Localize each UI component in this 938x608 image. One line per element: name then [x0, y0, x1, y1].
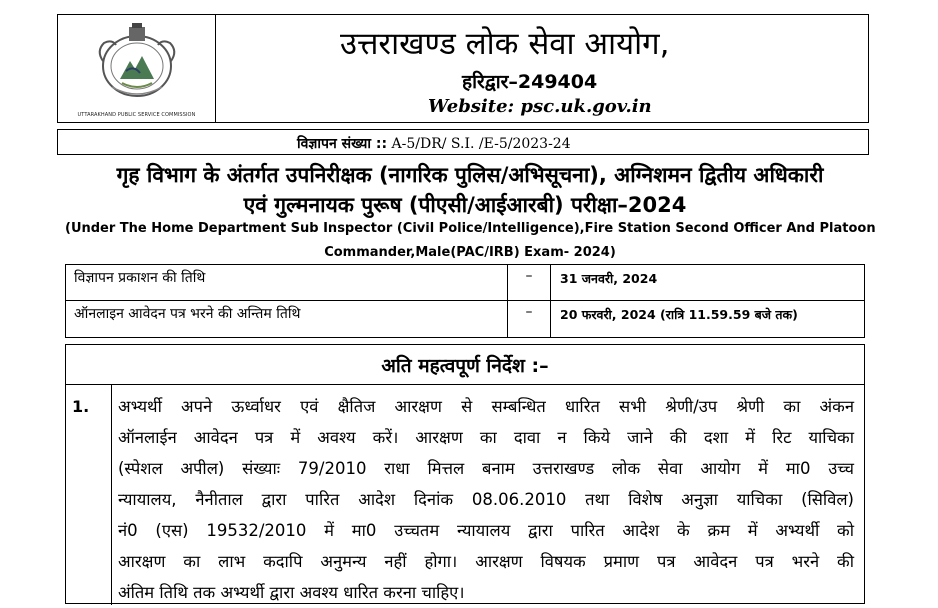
- logo-caption: UTTARAKHAND PUBLIC SERVICE COMMISSION: [77, 112, 196, 118]
- instruction-line: न्यायालय, नैनीताल द्वारा पारित आदेश दिनांक 08.06.2010 तथा विशेष अनुज्ञा याचिका (सिविल): [118, 490, 854, 509]
- date-separator: –: [507, 265, 551, 300]
- commission-emblem-icon: [82, 21, 192, 103]
- date-label: ऑनलाइन आवेदन पत्र भरने की अन्तिम तिथि: [74, 306, 301, 322]
- instructions-table: [65, 344, 865, 604]
- date-value: 20 फरवरी, 2024 (रात्रि 11.59.59 बजे तक): [560, 307, 798, 322]
- exam-title-english-line1: (Under The Home Department Sub Inspector (Civil Police/Intelligence),Fire Station Second Officer And Platoon: [65, 221, 876, 236]
- instruction-line: नं0 (एस) 19532/2010 में मा0 उच्चतम न्यायालय द्वारा पारित आदेश के क्रम में अभ्यर्थी को: [118, 521, 854, 540]
- dates-row: [66, 265, 864, 301]
- instruction-line: (स्पेशल अपील) संख्याः 79/2010 राधा मित्तल बनाम उत्तराखण्ड लोक सेवा आयोग में मा0 उच्च: [118, 459, 854, 478]
- date-separator: –: [507, 301, 551, 337]
- instruction-number: 1.: [72, 397, 90, 416]
- org-city-text: हरिद्वार–249404: [462, 71, 598, 93]
- dates-table: [65, 264, 865, 338]
- org-city: [462, 68, 597, 94]
- instruction-line: अंतिम तिथि तक अभ्यर्थी द्वारा अवश्य धारित करना चाहिए।: [118, 583, 465, 602]
- instruction-paragraph: [118, 391, 854, 608]
- exam-title-hindi-line1: गृह विभाग के अंतर्गत उपनिरीक्षक (नागरिक पुलिस/अभिसूचना), अग्निशमन द्वितीय अधिकारी: [116, 163, 824, 187]
- advertisement-number: [297, 134, 571, 153]
- exam-title-hindi-line2: एवं गुल्मनायक पुरूष (पीएसी/आईआरबी) परीक्षा–2024: [243, 193, 687, 217]
- advertisement-value: A-5/DR/ S.I. /E-5/2023-24: [391, 136, 571, 152]
- date-value: 31 जनवरी, 2024: [560, 271, 658, 286]
- org-website: Website: psc.uk.gov.in: [428, 96, 652, 117]
- instruction-number-cell: [66, 385, 112, 605]
- exam-title-english-line2: Commander,Male(PAC/IRB) Exam- 2024): [324, 245, 616, 260]
- instructions-heading: अति महत्वपूर्ण निर्देश :–: [66, 345, 864, 385]
- instruction-line: आरक्षण का लाभ कदापि अनुमन्य नहीं होगा। आरक्षण विषयक प्रमाण पत्र आवेदन पत्र भरने की: [118, 552, 854, 571]
- advertisement-label: विज्ञापन संख्या ::: [297, 136, 388, 152]
- dates-row: [66, 301, 864, 337]
- logo-cell: [58, 15, 216, 122]
- instruction-line: ऑनलाईन आवेदन पत्र में अवश्य करें। आरक्षण का दावा न किये जाने की दशा में रिट याचिका: [118, 428, 854, 447]
- instruction-line: अभ्यर्थी अपने ऊर्ध्वाधर एवं क्षैतिज आरक्षण से सम्बन्धित धारित सभी श्रेणी/उप श्रेणी का अंकन: [118, 397, 854, 416]
- org-title: उत्तराखण्ड लोक सेवा आयोग,: [340, 26, 670, 62]
- date-label: विज्ञापन प्रकाशन की तिथि: [74, 270, 206, 286]
